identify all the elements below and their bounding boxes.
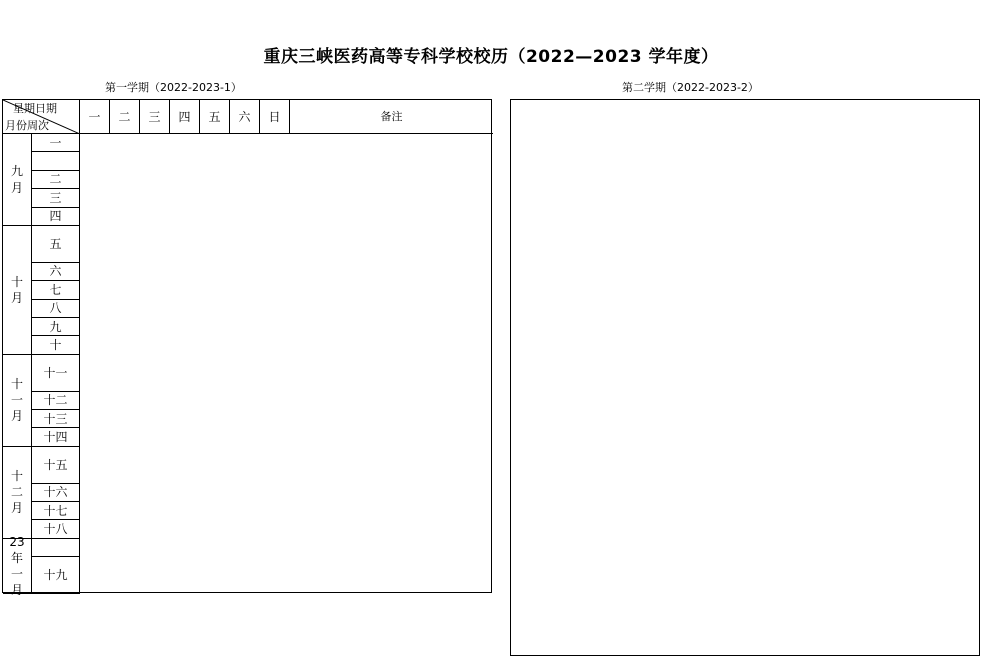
semester2-label: 第二学期（2022-2023-2）	[622, 81, 759, 94]
week-number: 十三	[32, 410, 80, 428]
semester1-label: 第一学期（2022-2023-1）	[105, 81, 242, 94]
weekday-header: 三	[140, 100, 170, 134]
week-number: 十一	[32, 355, 80, 392]
page-title: 重庆三峡医药高等专科学校校历（2022—2023 学年度）	[263, 47, 719, 67]
semester1-calendar	[2, 99, 492, 598]
week-number: 十四	[32, 428, 80, 446]
weekday-header: 日	[260, 100, 290, 134]
week-number: 八	[32, 300, 80, 318]
weekday-header: 六	[230, 100, 260, 134]
month-label: 十 月	[3, 226, 32, 355]
week-number	[32, 152, 80, 170]
week-number: 十二	[32, 392, 80, 410]
week-number: 五	[32, 226, 80, 263]
weekday-header: 一	[80, 100, 110, 134]
week-number: 二	[32, 171, 80, 189]
month-label: 九 月	[3, 134, 32, 226]
week-number: 十九	[32, 557, 80, 594]
corner-top-label: 星期日期	[13, 102, 57, 115]
week-number: 三	[32, 189, 80, 207]
week-number: 十七	[32, 502, 80, 520]
week-number: 六	[32, 263, 80, 281]
week-number: 十六	[32, 484, 80, 502]
week-number: 十五	[32, 447, 80, 484]
semester2-calendar	[510, 99, 980, 656]
weekday-header: 五	[200, 100, 230, 134]
month-label: 23 年 一 月	[3, 539, 32, 594]
week-number: 九	[32, 318, 80, 336]
week-number: 一	[32, 134, 80, 152]
month-label: 十 一 月	[3, 355, 32, 447]
weekday-header: 四	[170, 100, 200, 134]
month-label: 十 二 月	[3, 447, 32, 539]
week-number: 四	[32, 208, 80, 226]
week-number: 十八	[32, 520, 80, 538]
corner-bottom-label: 月份周次	[5, 119, 49, 132]
week-number: 七	[32, 281, 80, 299]
week-number: 十	[32, 336, 80, 354]
notes-header: 备注	[290, 100, 493, 134]
weekday-header: 二	[110, 100, 140, 134]
week-number	[32, 539, 80, 557]
header-corner	[3, 100, 80, 134]
